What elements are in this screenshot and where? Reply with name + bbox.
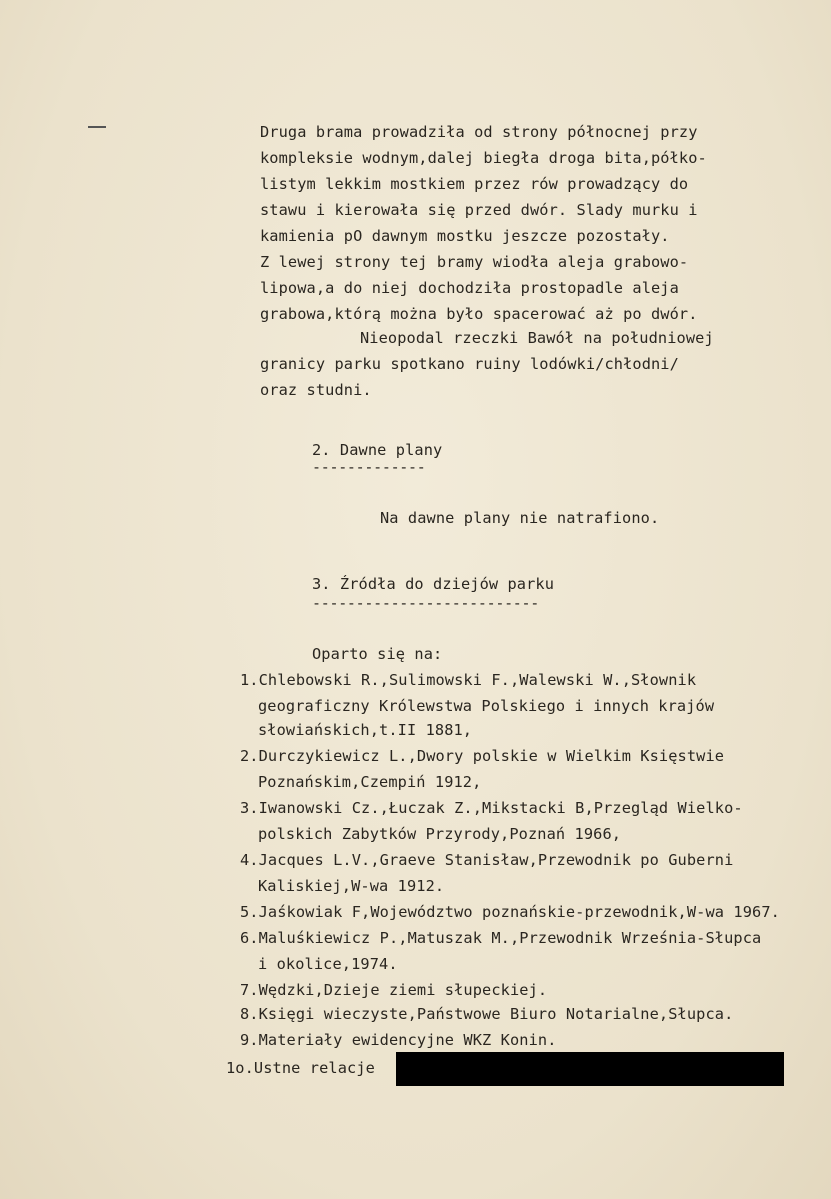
text-line: listym lekkim mostkiem przez rów prowadzący do [260,175,689,193]
text-line: grabowa,którą można było spacerować aż po dwór. [260,305,698,323]
text-line: oraz studni. [260,381,372,399]
text-line: kompleksie wodnym,dalej biegła droga bita,półko- [260,149,707,167]
source-item: i okolice,1974. [258,955,398,973]
sources-intro: Oparto się na: [312,645,443,663]
source-item: 5.Jaśkowiak F,Województwo poznańskie-przewodnik,W-wa 1967. [240,903,780,921]
redaction-bar [396,1052,784,1086]
margin-mark [88,126,106,128]
source-item: 6.Maluśkiewicz P.,Matuszak M.,Przewodnik Września-Słupca [240,929,762,947]
source-item: Poznańskim,Czempiń 1912, [258,773,482,791]
source-item: 2.Durczykiewicz L.,Dwory polskie w Wielkim Księstwie [240,747,725,765]
source-item: Kaliskiej,W-wa 1912. [258,877,445,895]
section-heading: 2. Dawne plany [312,441,443,459]
source-item: 1.Chlebowski R.,Sulimowski F.,Walewski W.,Słownik [240,671,697,689]
source-item: 4.Jacques L.V.,Graeve Stanisław,Przewodnik po Guberni [240,851,734,869]
source-item: 8.Księgi wieczyste,Państwowe Biuro Notarialne,Słupca. [240,1005,734,1023]
section-body: Na dawne plany nie natrafiono. [380,509,660,527]
text-line: granicy parku spotkano ruiny lodówki/chłodni/ [260,355,679,373]
text-line: Druga brama prowadziła od strony północnej przy [260,123,698,141]
source-item: 3.Iwanowski Cz.,Łuczak Z.,Mikstacki B,Przegląd Wielko- [240,799,743,817]
heading-underline: ------------- [312,458,426,476]
text-line: Nieopodal rzeczki Bawół na południowej [360,329,714,347]
heading-underline: -------------------------- [312,594,540,612]
source-item: geograficzny Królewstwa Polskiego i innych krajów [258,697,715,715]
section-heading: 3. Źródła do dziejów parku [312,575,555,593]
text-line: Z lewej strony tej bramy wiodła aleja grabowo- [260,253,689,271]
source-item: polskich Zabytków Przyrody,Poznań 1966, [258,825,622,843]
text-line: lipowa,a do niej dochodziła prostopadle aleja [260,279,679,297]
source-item: 9.Materiały ewidencyjne WKZ Konin. [240,1031,557,1049]
text-line: stawu i kierowała się przed dwór. Slady murku i [260,201,698,219]
source-item: słowiańskich,t.II 1881, [258,721,473,739]
source-item: 7.Wędzki,Dzieje ziemi słupeckiej. [240,981,548,999]
text-line: kamienia pO dawnym mostku jeszcze pozostały. [260,227,670,245]
source-item: 1o.Ustne relacje [226,1059,375,1077]
